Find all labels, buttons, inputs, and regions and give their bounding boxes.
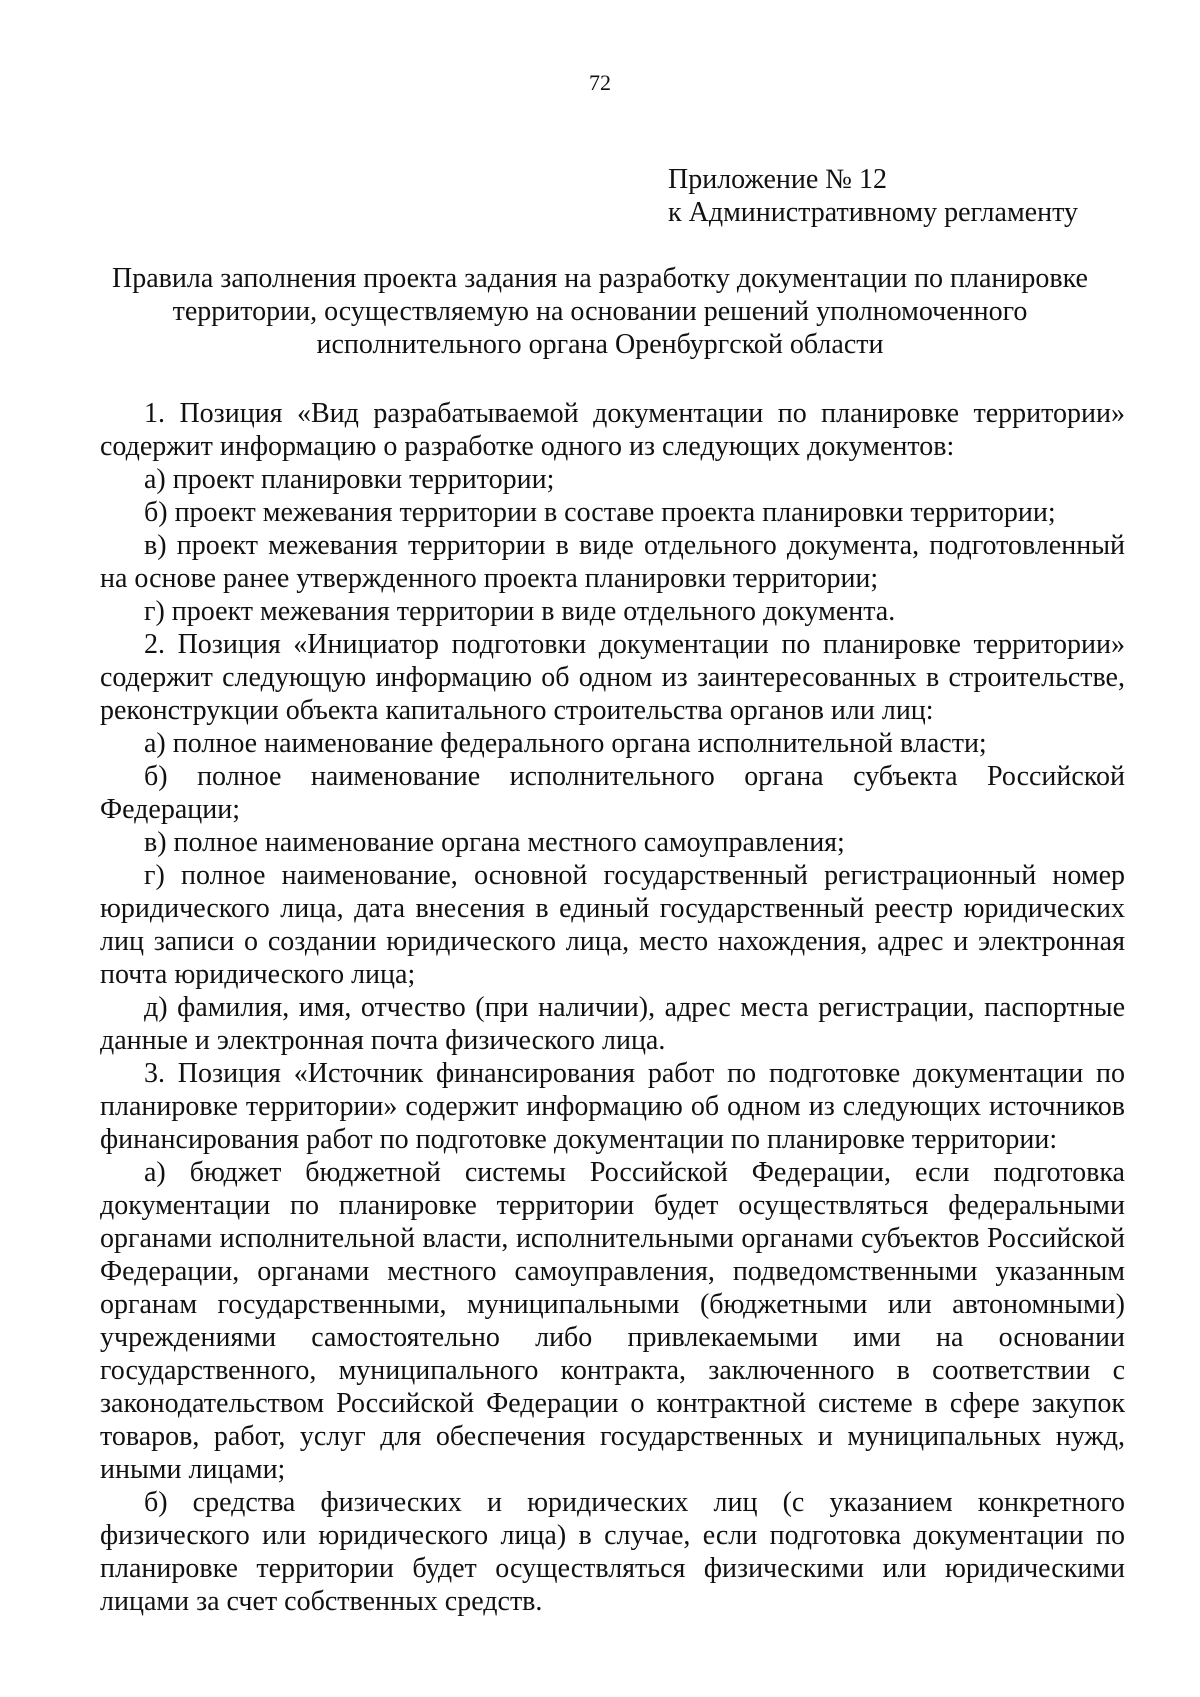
paragraph-1b: б) проект межевания территории в составе проекта планировки территории;: [144, 497, 1056, 528]
paragraph-1: 1. Позиция «Вид разрабатываемой документации по планировке территории» содержит информацию о разработке одного из следующих документов:: [100, 398, 1125, 462]
paragraph-2c: в) полное наименование органа местного самоуправления;: [144, 827, 845, 858]
paragraph-2: 2. Позиция «Инициатор подготовки документации по планировке территории» содержит следующую информацию об одном из заинтересованных в строительстве, реконструкции объекта капитального строительства органов или лиц:: [100, 629, 1125, 726]
document-body: [100, 397, 1125, 1618]
appendix-reference: к Административному регламенту: [668, 197, 1078, 228]
paragraph-2d: г) полное наименование, основной государственный регистрационный номер юридического лица, дата внесения в единый государственный реестр юридических лиц записи о создании юридического лица, место нахождения, адрес и электронная почта юридического лица;: [100, 860, 1125, 990]
appendix-header: [668, 163, 1168, 229]
paragraph-3b: б) средства физических и юридических лиц (с указанием конкретного физического или юридического лица) в случае, если подготовка документации по планировке территории будет осуществляться физическими или юридическими лицами за счет собственных средств.: [100, 1487, 1125, 1617]
appendix-number: Приложение № 12: [668, 164, 887, 195]
paragraph-1d: г) проект межевания территории в виде отдельного документа.: [144, 596, 896, 627]
paragraph-2b: б) полное наименование исполнительного органа субъекта Российской Федерации;: [100, 761, 1125, 825]
paragraph-1c: в) проект межевания территории в виде отдельного документа, подготовленный на основе ранее утвержденного проекта планировки территории;: [100, 530, 1125, 594]
paragraph-3: 3. Позиция «Источник финансирования работ по подготовке документации по планировке территории» содержит информацию об одном из следующих источников финансирования работ по подготовке документации по планировке территории:: [100, 1058, 1125, 1155]
paragraph-2a: а) полное наименование федерального органа исполнительной власти;: [144, 728, 987, 759]
document-title: [100, 262, 1100, 361]
paragraph-3a: а) бюджет бюджетной системы Российской Федерации, если подготовка документации по планировке территории будет осуществляться федеральными органами исполнительной власти, исполнительными органами субъектов Российской Федерации, органами местного самоуправления, подведомственными указанным органам государственными, муниципальными (бюджетными или автономными) учреждениями самостоятельно либо привлекаемыми ими на основании государственного, муниципального контракта, заключенного в соответствии с законодательством Российской Федерации о контрактной системе в сфере закупок товаров, работ, услуг для обеспечения государственных и муниципальных нужд, иными лицами;: [100, 1157, 1125, 1485]
page-number: 72: [589, 70, 611, 95]
title-line-2: территории, осуществляемую на основании решений уполномоченного: [172, 296, 1028, 327]
title-line-3: исполнительного органа Оренбургской области: [316, 329, 884, 360]
paragraph-2e: д) фамилия, имя, отчество (при наличии), адрес места регистрации, паспортные данные и электронная почта физического лица.: [100, 992, 1125, 1056]
title-line-1: Правила заполнения проекта задания на разработку документации по планировке: [112, 263, 1088, 294]
paragraph-1a: а) проект планировки территории;: [144, 464, 555, 495]
